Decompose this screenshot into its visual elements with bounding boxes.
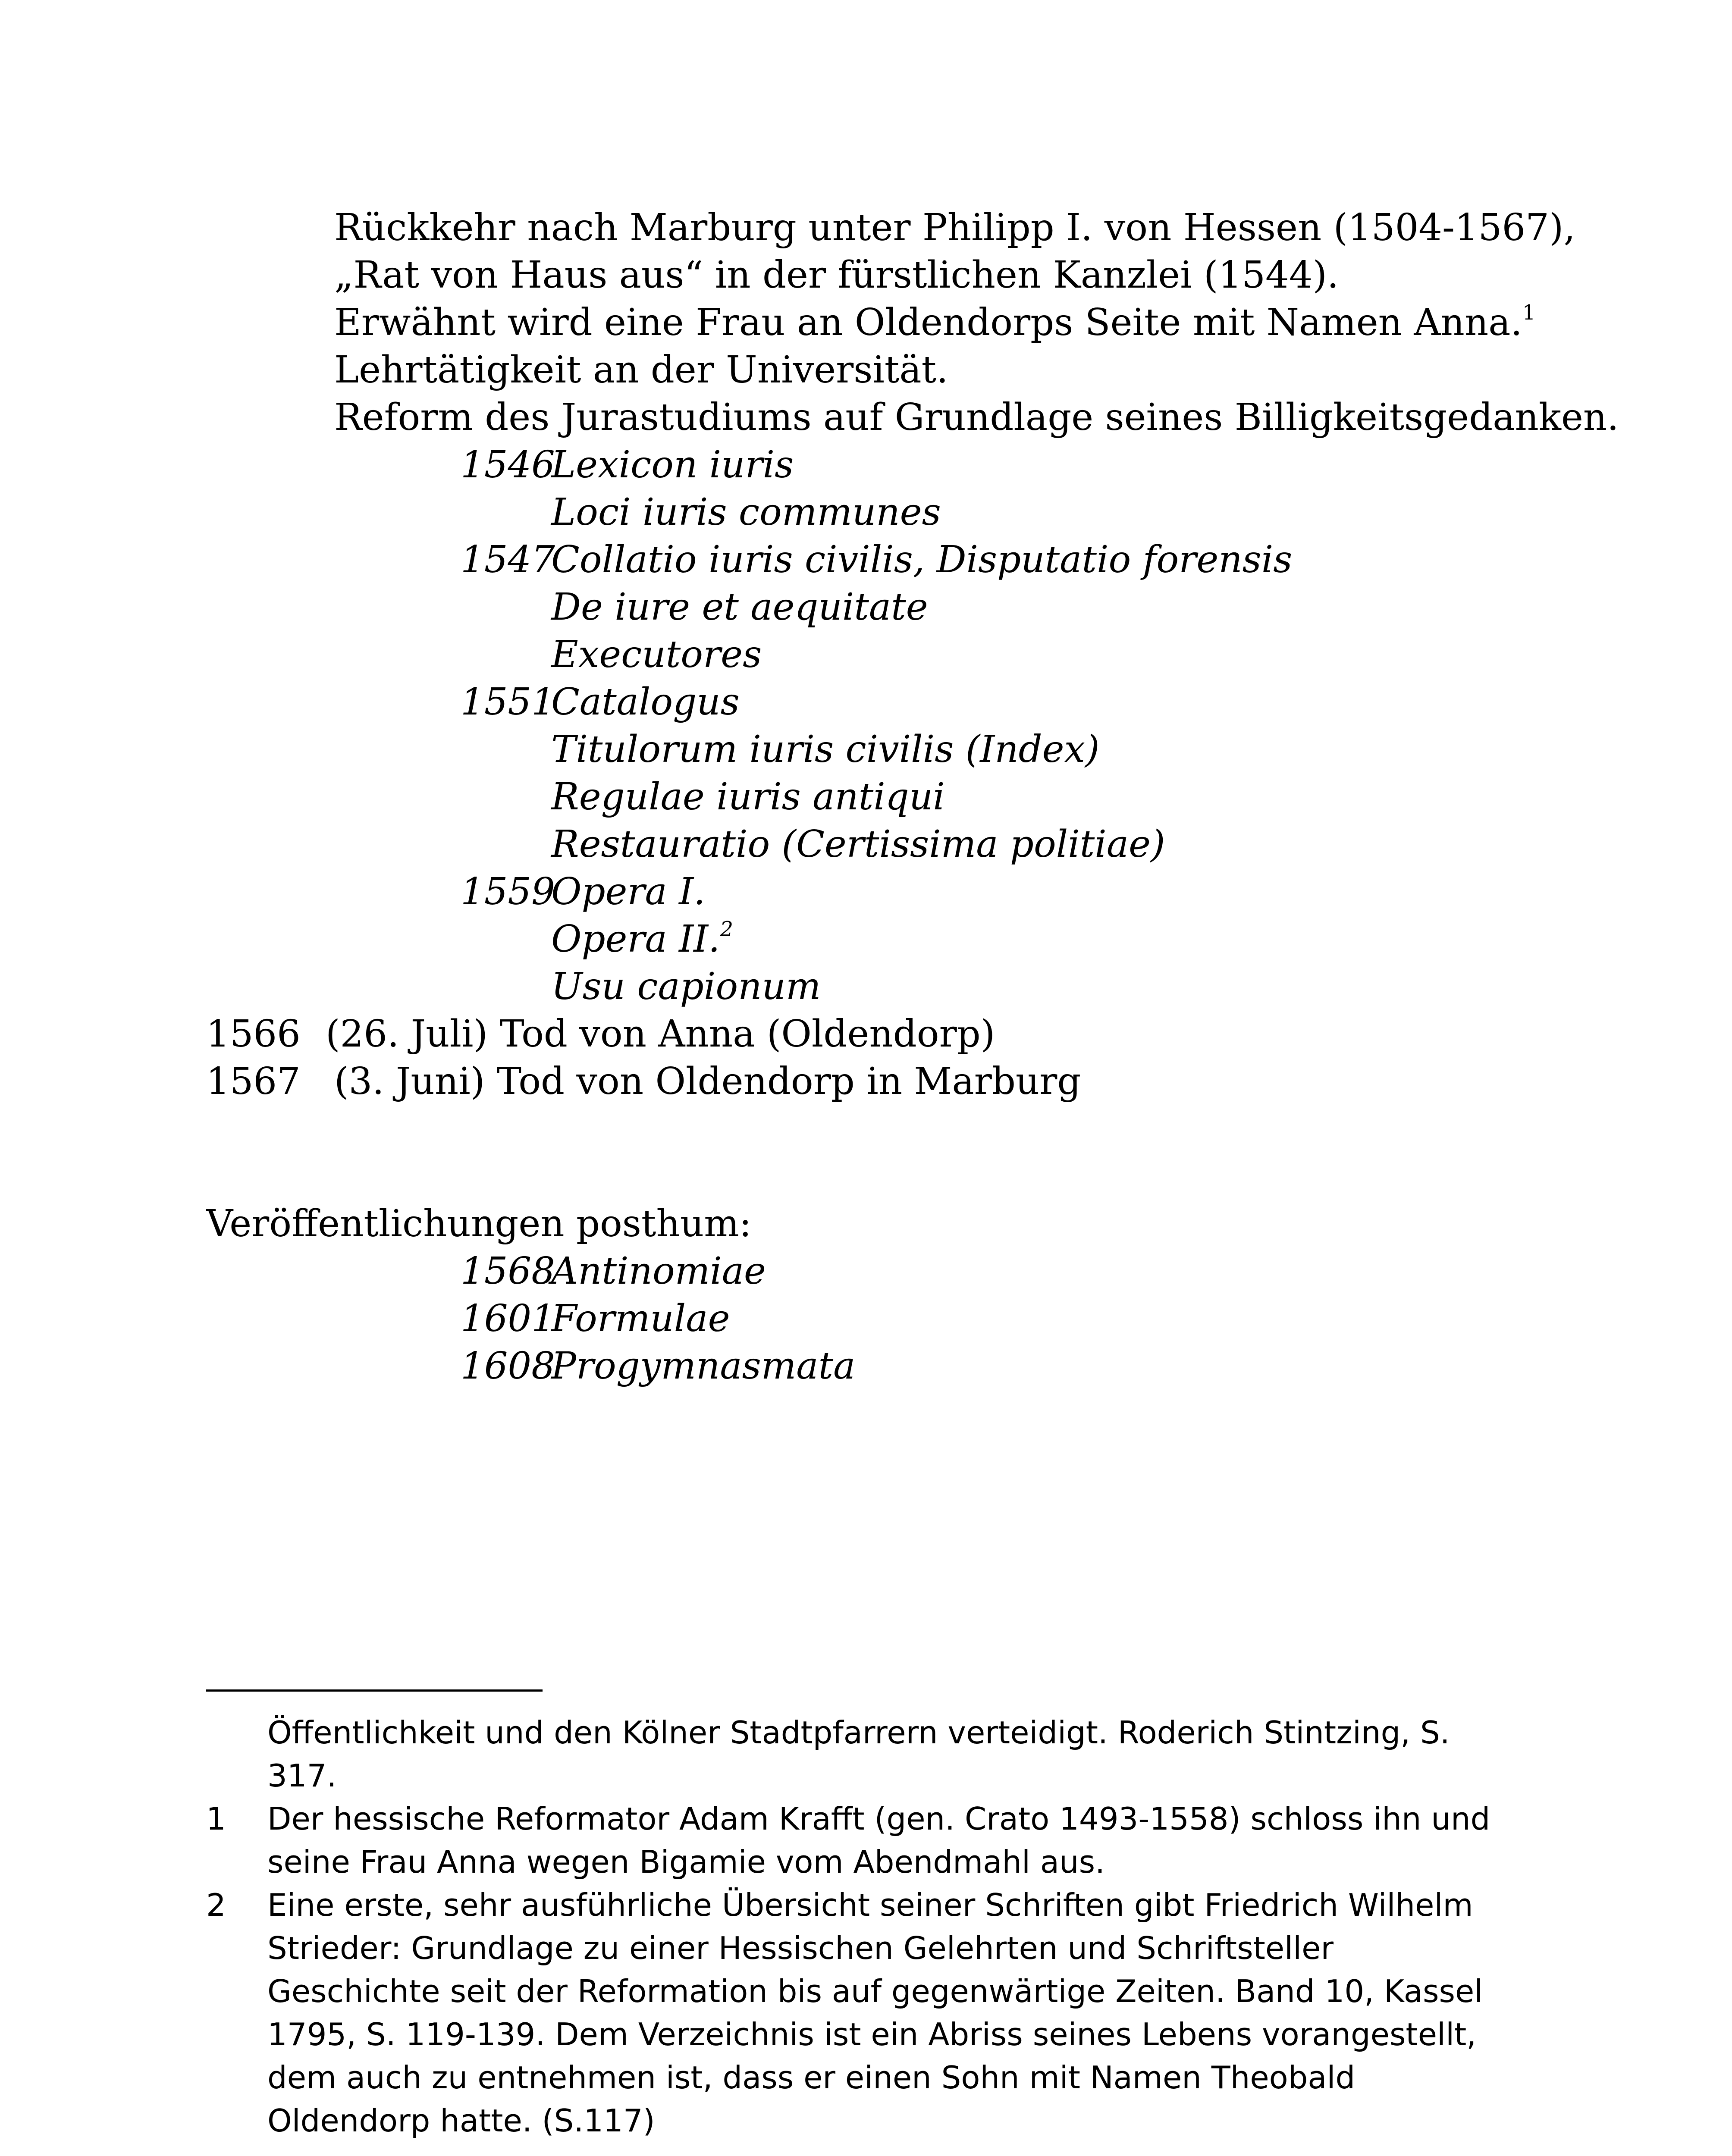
work-title: Usu capionum: [551, 965, 821, 1008]
intro-line-3: [334, 301, 1535, 344]
work-year-1559: 1559: [461, 870, 555, 913]
posthum-heading: Veröffentlichungen posthum:: [206, 1202, 752, 1245]
work-title: Catalogus: [551, 680, 740, 724]
posthum-title: Progymnasmata: [551, 1344, 856, 1388]
work-title: Executores: [551, 633, 762, 676]
work-title: Opera I.: [551, 870, 706, 913]
intro-line-3-text: Erwähnt wird eine Frau an Oldendorps Seite mit Namen Anna.: [334, 301, 1522, 344]
work-title: De iure et aequitate: [551, 586, 928, 629]
work-title: Restauratio (Certissima politiae): [551, 823, 1165, 866]
work-title: Regulae iuris antiqui: [551, 775, 945, 818]
posthum-year: 1601: [461, 1297, 555, 1340]
footnote-number-1: 1: [206, 1801, 226, 1837]
footnote-2-line: dem auch zu entnehmen ist, dass er einen Sohn mit Namen Theobald: [267, 2059, 1355, 2096]
intro-line-5: Reform des Jurastudiums auf Grundlage seines Billigkeitsgedanken.: [334, 396, 1619, 439]
work-title-opera-ii: [551, 918, 733, 961]
work-title: Collatio iuris civilis, Disputatio forensis: [551, 538, 1293, 581]
work-title: Loci iuris communes: [551, 491, 941, 534]
footnote-2-line: Strieder: Grundlage zu einer Hessischen Gelehrten und Schriftsteller: [267, 1930, 1334, 1966]
footnote-2-line: 1795, S. 119-139. Dem Verzeichnis ist ein Abriss seines Lebens vorangestellt,: [267, 2016, 1477, 2053]
footnote-continuation-line: 317.: [267, 1758, 337, 1794]
footnote-ref-1[interactable]: 1: [1522, 301, 1536, 325]
posthum-year: 1568: [461, 1250, 555, 1293]
intro-line-4: Lehrtätigkeit an der Universität.: [334, 348, 948, 392]
event-year-1567: 1567: [206, 1060, 301, 1103]
footnote-number-2: 2: [206, 1887, 226, 1923]
posthum-year: 1608: [461, 1344, 555, 1388]
footnote-ref-2[interactable]: 2: [720, 917, 733, 942]
work-title-text: Opera II.: [551, 918, 720, 961]
footnote-1-line: Der hessische Reformator Adam Krafft (gen. Crato 1493-1558) schloss ihn und: [267, 1801, 1490, 1837]
intro-line-1: Rückkehr nach Marburg unter Philipp I. von Hessen (1504-1567),: [334, 206, 1575, 249]
posthum-title: Formulae: [551, 1297, 730, 1340]
intro-line-2: „Rat von Haus aus“ in der fürstlichen Kanzlei (1544).: [334, 254, 1339, 297]
footnote-continuation-line: Öffentlichkeit und den Kölner Stadtpfarrern verteidigt. Roderich Stintzing, S.: [267, 1714, 1450, 1751]
footnote-2-line: Oldendorp hatte. (S.117): [267, 2103, 655, 2139]
posthum-title: Antinomiae: [551, 1250, 766, 1293]
event-year-1566: 1566: [206, 1012, 301, 1056]
footnote-2-line: Geschichte seit der Reformation bis auf gegenwärtige Zeiten. Band 10, Kassel: [267, 1973, 1483, 2009]
work-year-1547: 1547: [461, 538, 555, 581]
work-year-1551: 1551: [461, 680, 555, 724]
footnote-1-line: seine Frau Anna wegen Bigamie vom Abendmahl aus.: [267, 1844, 1105, 1880]
event-text: (26. Juli) Tod von Anna (Oldendorp): [326, 1012, 995, 1056]
work-year-1546: 1546: [461, 443, 555, 486]
footnote-2-line: Eine erste, sehr ausführliche Übersicht seiner Schriften gibt Friedrich Wilhelm: [267, 1887, 1473, 1923]
event-text: (3. Juni) Tod von Oldendorp in Marburg: [334, 1060, 1081, 1103]
work-title: Titulorum iuris civilis (Index): [551, 728, 1100, 771]
work-title: Lexicon iuris: [551, 443, 794, 486]
footnote-separator: [206, 1689, 543, 1692]
